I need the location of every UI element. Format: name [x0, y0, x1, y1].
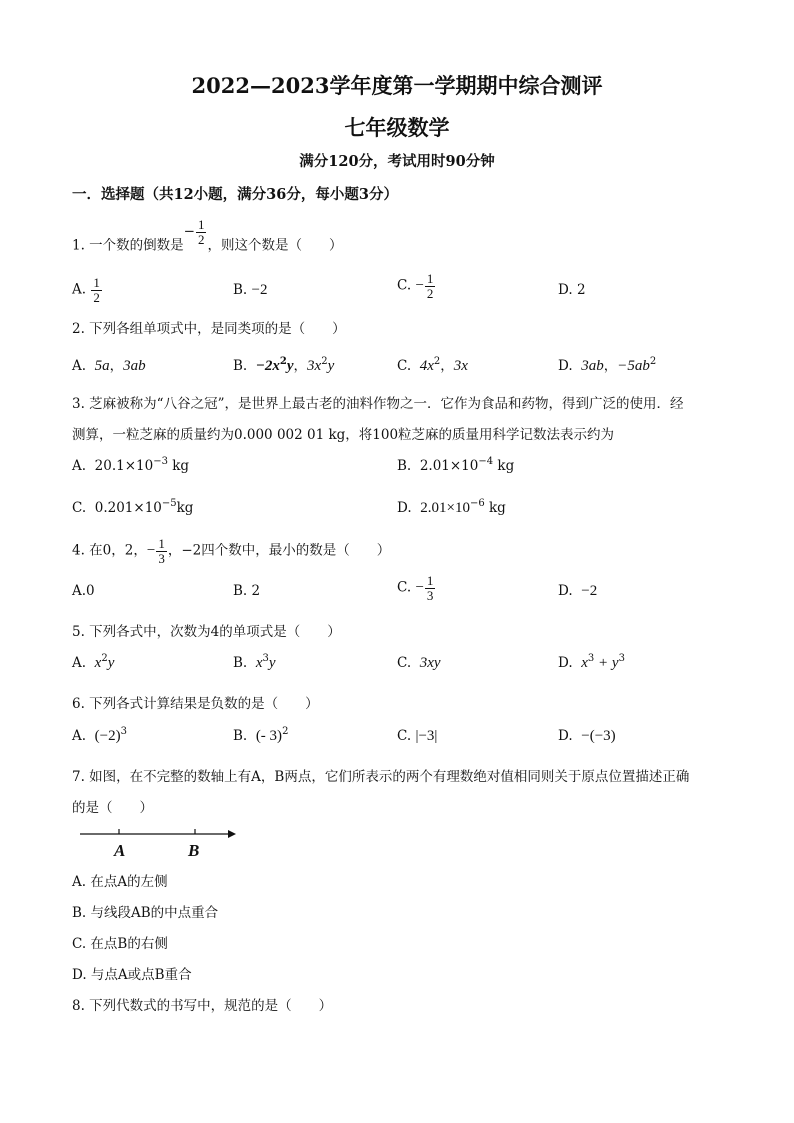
question-2-option-a: A. 5a，3ab [72, 358, 146, 374]
question-7-option-b: B. 与线段AB的中点重合 [72, 905, 219, 921]
question-3-line-1: 3. 芝麻被称为“八谷之冠”，是世界上最古老的油料作物之一．它作为食品和药物，得到广泛的使用．经 [72, 396, 684, 412]
question-2-option-c: C. $4x^2$，3x [397, 356, 468, 374]
question-1-option-d: D. 2 [558, 282, 586, 298]
question-4-option-a: A.0 [72, 583, 95, 599]
question-4-option-c: C. − $\frac{1}{3}$ [397, 573, 434, 603]
exam-title: 2022—2023学年度第一学期期中综合测评 [191, 73, 603, 98]
question-3-option-c: C. $0.201\times 10^{-5}kg$ [72, 498, 194, 516]
question-7-option-a: A. 在点A的左侧 [72, 874, 168, 890]
point-label-b: B [188, 841, 200, 860]
question-3-option-a: A. $20.1\times 10^{-3}$ kg [72, 456, 190, 474]
question-3-option-d: D. $2.01\times 10^{-6}$ kg [397, 498, 506, 516]
question-7-line-1: 7. 如图，在不完整的数轴上有A，B两点，它们所表示的两个有理数绝对值相同则关于原点位置描述正确 [72, 769, 690, 785]
question-5-option-d: D. $x^3 + y^3$ [558, 653, 625, 671]
question-4-option-d: D. −2 [558, 583, 598, 599]
question-3-line-2: 测算，一粒芝麻的质量约为0.000 002 01 kg，将100粒芝麻的质量用科学记数法表示约为 [72, 427, 615, 443]
question-7-option-c: C. 在点B的右侧 [72, 936, 168, 952]
question-5-option-a: A. $x^2y$ [72, 653, 115, 671]
question-1-option-a: A. $\frac{1}{2}$ [72, 275, 100, 305]
question-6-option-d: D. −(−3) [558, 728, 616, 744]
question-4-stem: 4. 在0，2，− $\frac{1}{3}$ ，−2四个数中，最小的数是（ ） [72, 536, 391, 566]
point-label-a: A [114, 841, 126, 860]
question-5-option-b: B. $x^3y$ [233, 653, 276, 671]
question-2-option-b: B. $-2x^2y$，$3x^2y$ [233, 356, 335, 374]
question-3-option-b: B. $2.01\times 10^{-4}$ kg [397, 456, 515, 474]
question-8-stem: 8. 下列代数式的书写中，规范的是（ ） [72, 998, 333, 1014]
question-5-stem: 5. 下列各式中，次数为4的单项式是（ ） [72, 624, 341, 640]
question-6-option-b: B. (- 3)$^2$ [233, 726, 289, 744]
arrow-icon [228, 830, 236, 838]
question-1-stem: 1. 一个数的倒数是− $\frac{1}{2}$ ，则这个数是（ ） [72, 217, 343, 254]
number-line-figure [78, 824, 238, 864]
question-4-option-b: B. 2 [233, 583, 261, 599]
question-5-option-c: C. 3xy [397, 655, 441, 671]
question-2-option-d: D. 3ab，$-5ab^2$ [558, 356, 657, 374]
section-heading: 一．选择题（共12小题，满分36分，每小题3分） [72, 186, 398, 203]
question-6-stem: 6. 下列各式计算结果是负数的是（ ） [72, 696, 319, 712]
question-6-option-a: A. $(-2)^3$ [72, 726, 127, 744]
question-7-line-2: 的是（ ） [72, 800, 153, 816]
question-1-option-c: C. − $\frac{1}{2}$ [397, 271, 434, 301]
question-6-option-c: C. |−3| [397, 728, 438, 744]
question-2-stem: 2. 下列各组单项式中，是同类项的是（ ） [72, 321, 346, 337]
exam-info: 满分120分，考试用时90分钟 [299, 153, 495, 170]
exam-subtitle: 七年级数学 [344, 115, 450, 140]
question-7-option-d: D. 与点A或点B重合 [72, 967, 192, 983]
question-1-option-b: B. −2 [233, 282, 268, 298]
